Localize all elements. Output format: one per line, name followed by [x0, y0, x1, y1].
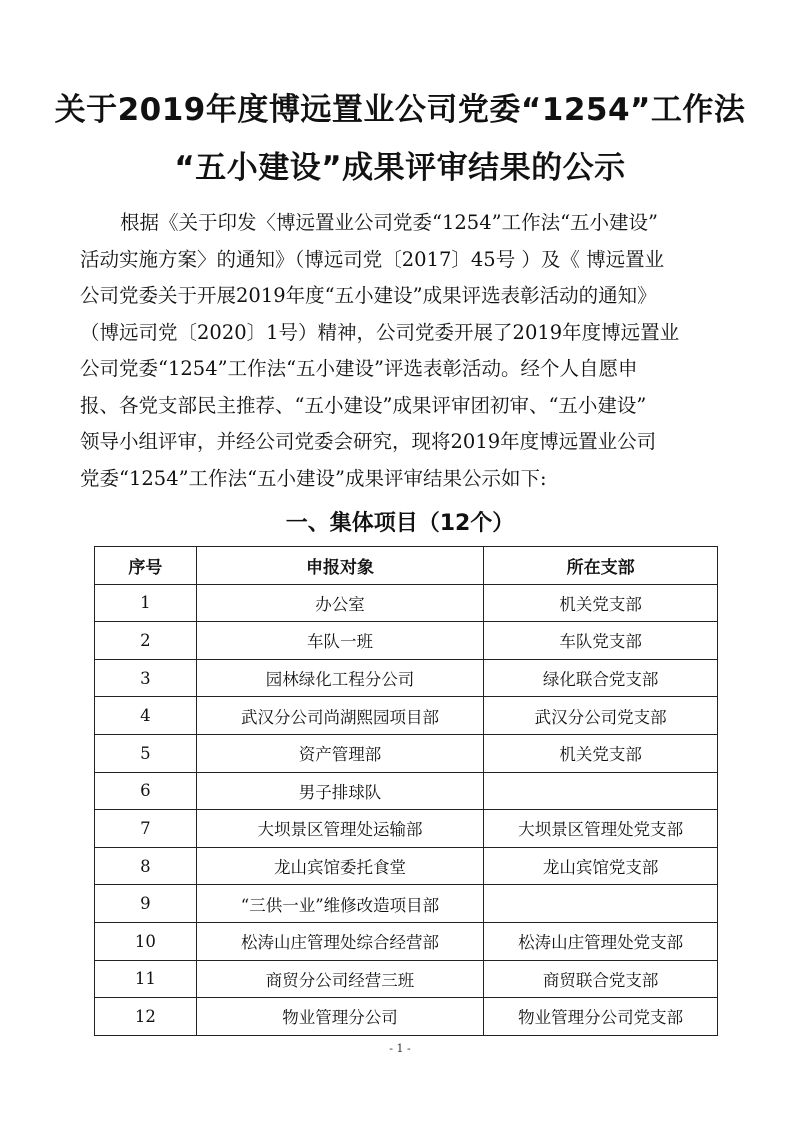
cell-applicant: 资产管理部 — [196, 734, 484, 772]
cell-applicant: 武汉分公司尚湖熙园项目部 — [196, 697, 484, 735]
cell-serial-number: 5 — [95, 734, 197, 772]
table-header-row — [95, 547, 718, 585]
table-body — [95, 584, 718, 1035]
table-row — [95, 960, 718, 998]
body-line: 根据《关于印发〈博远置业公司党委“1254”工作法“五小建设” — [120, 211, 659, 234]
header-serial-number: 序号 — [95, 547, 197, 585]
section-heading-collective-projects: 一、集体项目（12个） — [285, 511, 515, 536]
cell-applicant: 物业管理分公司 — [196, 998, 484, 1036]
header-branch: 所在支部 — [484, 547, 718, 585]
table-row — [95, 810, 718, 848]
cell-applicant: 松涛山庄管理处综合经营部 — [196, 922, 484, 960]
cell-branch: 机关党支部 — [484, 584, 718, 622]
table-row — [95, 622, 718, 660]
results-table — [94, 546, 718, 1036]
table-row — [95, 922, 718, 960]
body-line: 领导小组评审，并经公司党委会研究，现将2019年度博远置业公司 — [80, 430, 657, 453]
cell-serial-number: 4 — [95, 697, 197, 735]
body-line: （博远司党〔2020〕1号）精神，公司党委开展了2019年度博远置业 — [80, 320, 680, 344]
cell-branch: 车队党支部 — [484, 622, 718, 660]
cell-branch: 绿化联合党支部 — [484, 659, 718, 697]
cell-serial-number: 6 — [95, 772, 197, 810]
cell-serial-number: 11 — [95, 960, 197, 998]
cell-applicant: 大坝景区管理处运输部 — [196, 810, 484, 848]
announcement-body — [80, 205, 740, 497]
body-line: 党委“1254”工作法“五小建设”成果评审结果公示如下: — [80, 466, 547, 490]
body-line: 公司党委“1254”工作法“五小建设”评选表彰活动。经个人自愿申 — [80, 357, 638, 380]
cell-branch: 龙山宾馆党支部 — [484, 847, 718, 885]
cell-serial-number: 3 — [95, 659, 197, 697]
cell-serial-number: 10 — [95, 922, 197, 960]
header-applicant: 申报对象 — [196, 547, 484, 585]
document-title-line-1: 关于2019年度博远置业公司党委“1254”工作法 — [54, 92, 746, 128]
cell-applicant: 男子排球队 — [196, 772, 484, 810]
cell-branch: 物业管理分公司党支部 — [484, 998, 718, 1036]
cell-serial-number: 2 — [95, 622, 197, 660]
cell-applicant: 车队一班 — [196, 622, 484, 660]
document-title-line-2: “五小建设”成果评审结果的公示 — [174, 150, 626, 186]
table-row — [95, 659, 718, 697]
cell-branch: 商贸联合党支部 — [484, 960, 718, 998]
cell-branch — [484, 772, 718, 810]
cell-branch: 机关党支部 — [484, 734, 718, 772]
page-number: - 1 - — [389, 1042, 411, 1055]
cell-branch — [484, 885, 718, 923]
cell-applicant: 龙山宾馆委托食堂 — [196, 847, 484, 885]
cell-applicant: 办公室 — [196, 584, 484, 622]
cell-serial-number: 12 — [95, 998, 197, 1036]
table-row — [95, 697, 718, 735]
table-row — [95, 998, 718, 1036]
cell-applicant: 商贸分公司经营三班 — [196, 960, 484, 998]
cell-serial-number: 7 — [95, 810, 197, 848]
table-row — [95, 847, 718, 885]
body-line: 报、各党支部民主推荐、“五小建设”成果评审团初审、“五小建设” — [80, 393, 647, 417]
table-row — [95, 772, 718, 810]
body-line: 公司党委关于开展2019年度“五小建设”成果评选表彰活动的通知》 — [80, 284, 657, 307]
cell-serial-number: 8 — [95, 847, 197, 885]
table-row — [95, 734, 718, 772]
table-row — [95, 885, 718, 923]
cell-serial-number: 1 — [95, 584, 197, 622]
cell-branch: 松涛山庄管理处党支部 — [484, 922, 718, 960]
cell-applicant: 园林绿化工程分公司 — [196, 659, 484, 697]
cell-branch: 大坝景区管理处党支部 — [484, 810, 718, 848]
cell-branch: 武汉分公司党支部 — [484, 697, 718, 735]
body-line: 活动实施方案〉的通知》（博远司党〔2017〕45号 ）及《 博远置业 — [80, 247, 665, 271]
cell-serial-number: 9 — [95, 885, 197, 923]
cell-applicant: “三供一业”维修改造项目部 — [196, 885, 484, 923]
table-row — [95, 584, 718, 622]
